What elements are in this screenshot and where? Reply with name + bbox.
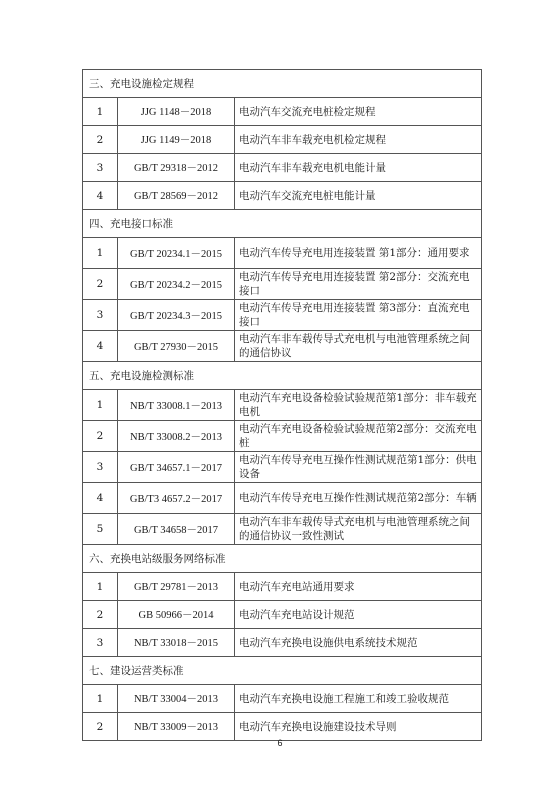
table-row (83, 98, 482, 126)
standard-code: GB 50966－2014 (118, 601, 235, 629)
section-heading-row (83, 210, 482, 238)
standard-title: 电动汽车非车载充电机检定规程 (235, 126, 482, 154)
standard-code: NB/T 33004－2013 (118, 685, 235, 713)
row-number: 4 (83, 182, 118, 210)
standard-code: NB/T 33008.1－2013 (118, 390, 235, 421)
standard-title: 电动汽车非车载传导式充电机与电池管理系统之间的通信协议一致性测试 (235, 514, 482, 545)
standard-code: GB/T 29318－2012 (118, 154, 235, 182)
section-heading-row (83, 362, 482, 390)
standard-code: GB/T 29781－2013 (118, 573, 235, 601)
table-row (83, 713, 482, 741)
standard-code: GB/T 34658－2017 (118, 514, 235, 545)
standard-code: NB/T 33018－2015 (118, 629, 235, 657)
table-row (83, 573, 482, 601)
row-number: 1 (83, 573, 118, 601)
row-number: 3 (83, 452, 118, 483)
table-row (83, 514, 482, 545)
standard-title: 电动汽车传导充电互操作性测试规范第1部分：供电设备 (235, 452, 482, 483)
row-number: 1 (83, 685, 118, 713)
row-number: 3 (83, 300, 118, 331)
table-row (83, 154, 482, 182)
standards-table (82, 69, 482, 741)
standard-title: 电动汽车交流充电桩电能计量 (235, 182, 482, 210)
standard-code: GB/T 20234.2－2015 (118, 269, 235, 300)
standard-code: GB/T 20234.1－2015 (118, 238, 235, 269)
row-number: 4 (83, 483, 118, 514)
standard-title: 电动汽车交流充电桩检定规程 (235, 98, 482, 126)
standard-title: 电动汽车充换电设施工程施工和竣工验收规范 (235, 685, 482, 713)
row-number: 2 (83, 126, 118, 154)
row-number: 2 (83, 269, 118, 300)
standard-code: GB/T3 4657.2－2017 (118, 483, 235, 514)
section-heading: 六、充换电站级服务网络标准 (83, 545, 482, 573)
row-number: 3 (83, 629, 118, 657)
standard-title: 电动汽车充电站通用要求 (235, 573, 482, 601)
row-number: 3 (83, 154, 118, 182)
row-number: 5 (83, 514, 118, 545)
table-row (83, 331, 482, 362)
standard-code: JJG 1149－2018 (118, 126, 235, 154)
row-number: 2 (83, 713, 118, 741)
standard-title: 电动汽车非车载传导式充电机与电池管理系统之间的通信协议 (235, 331, 482, 362)
table-row (83, 269, 482, 300)
standard-code: GB/T 34657.1－2017 (118, 452, 235, 483)
standard-title: 电动汽车充电站设计规范 (235, 601, 482, 629)
section-heading: 七、建设运营类标准 (83, 657, 482, 685)
row-number: 1 (83, 238, 118, 269)
standard-code: GB/T 20234.3－2015 (118, 300, 235, 331)
standard-title: 电动汽车非车载充电机电能计量 (235, 154, 482, 182)
table-row (83, 182, 482, 210)
section-heading: 三、充电设施检定规程 (83, 70, 482, 98)
table-row (83, 629, 482, 657)
standard-title: 电动汽车传导充电用连接装置 第3部分：直流充电接口 (235, 300, 482, 331)
standard-title: 电动汽车充换电设施供电系统技术规范 (235, 629, 482, 657)
table-row (83, 601, 482, 629)
row-number: 2 (83, 601, 118, 629)
page-number: 6 (277, 738, 283, 748)
table-row (83, 126, 482, 154)
section-heading: 五、充电设施检测标准 (83, 362, 482, 390)
standard-code: NB/T 33008.2－2013 (118, 421, 235, 452)
table-row (83, 452, 482, 483)
standard-title: 电动汽车充电设备检验试验规范第2部分：交流充电桩 (235, 421, 482, 452)
standard-title: 电动汽车充电设备检验试验规范第1部分：非车载充电机 (235, 390, 482, 421)
standard-title: 电动汽车传导充电用连接装置 第1部分：通用要求 (235, 238, 482, 269)
section-heading-row (83, 657, 482, 685)
section-heading-row (83, 545, 482, 573)
table-row (83, 390, 482, 421)
table-row (83, 238, 482, 269)
table-row (83, 483, 482, 514)
row-number: 1 (83, 390, 118, 421)
standard-title: 电动汽车传导充电互操作性测试规范第2部分：车辆 (235, 483, 482, 514)
table-row (83, 421, 482, 452)
standard-code: GB/T 28569－2012 (118, 182, 235, 210)
standard-code: GB/T 27930－2015 (118, 331, 235, 362)
standard-title: 电动汽车传导充电用连接装置 第2部分：交流充电接口 (235, 269, 482, 300)
standard-title: 电动汽车充换电设施建设技术导则 (235, 713, 482, 741)
section-heading: 四、充电接口标准 (83, 210, 482, 238)
standard-code: JJG 1148－2018 (118, 98, 235, 126)
row-number: 2 (83, 421, 118, 452)
row-number: 4 (83, 331, 118, 362)
row-number: 1 (83, 98, 118, 126)
section-heading-row (83, 70, 482, 98)
standard-code: NB/T 33009－2013 (118, 713, 235, 741)
table-row (83, 300, 482, 331)
table-row (83, 685, 482, 713)
